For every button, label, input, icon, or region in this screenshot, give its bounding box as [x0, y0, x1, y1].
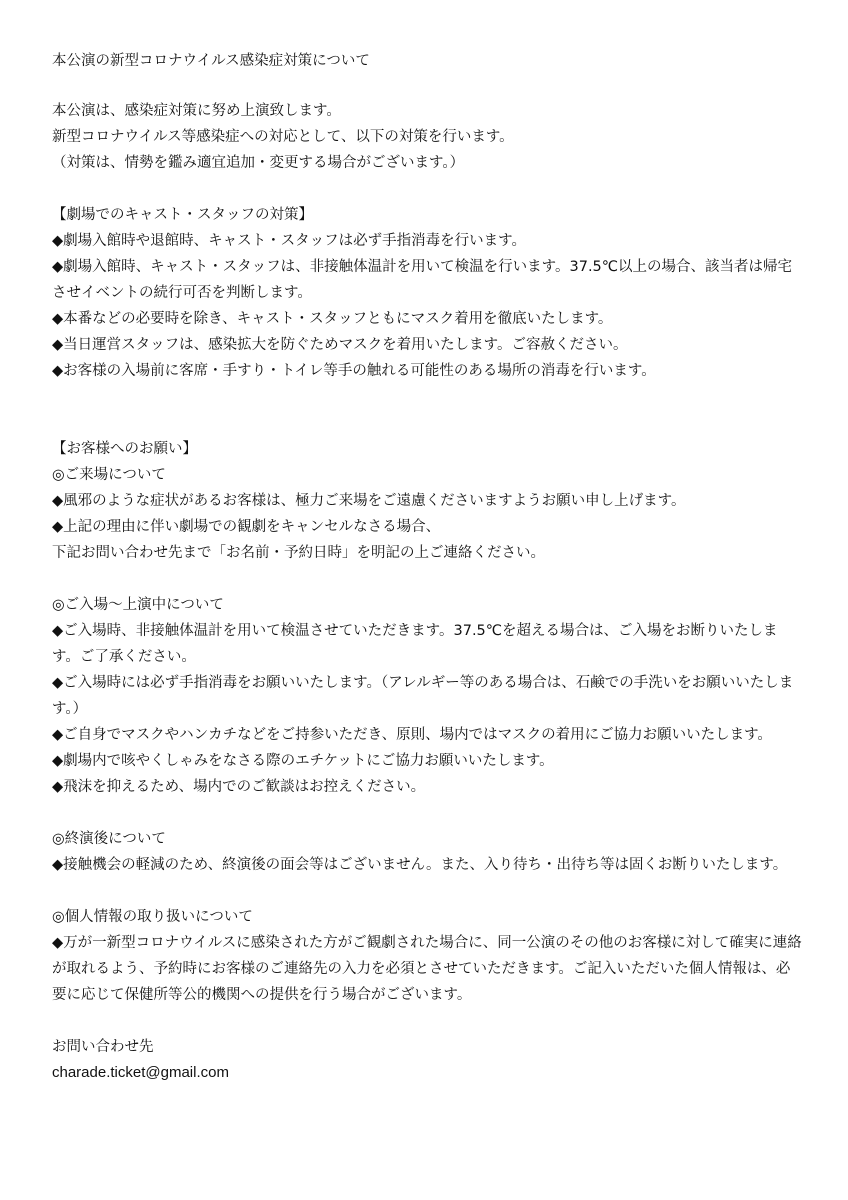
- measure-item: ◆劇場入館時や退館時、キャスト・スタッフは必ず手指消毒を行います。: [52, 233, 526, 249]
- theater-measures-section: [52, 202, 802, 384]
- measure-item: ◆お客様の入場前に客席・手すり・トイレ等手の触れる可能性のある場所の消毒を行います。: [52, 363, 656, 379]
- request-item: ◆ご自身でマスクやハンカチなどをご持参いただき、原則、場内ではマスクの着用にご協力お願いいたします。: [52, 727, 772, 743]
- intro-line: （対策は、情勢を鑑み適宜追加・変更する場合がございます。）: [52, 155, 465, 171]
- subsection-heading: ◎ご入場～上演中について: [52, 597, 224, 613]
- measure-item: ◆劇場入館時、キャスト・スタッフは、非接触体温計を用いて検温を行います。37.5℃以上の場合、該当者は帰宅させイベントの続行可否を判断します。: [52, 259, 793, 301]
- section-heading: 【劇場でのキャスト・スタッフの対策】: [52, 207, 313, 223]
- subsection-heading: ◎個人情報の取り扱いについて: [52, 909, 253, 925]
- request-item: ◆ご入場時には必ず手指消毒をお願いいたします。（アレルギー等のある場合は、石鹸での手洗いをお願いいたします。）: [52, 675, 794, 717]
- entry-subsection: [52, 592, 802, 800]
- intro-block: [52, 98, 802, 176]
- after-show-subsection: [52, 826, 802, 878]
- privacy-subsection: [52, 904, 802, 1008]
- request-item: ◆上記の理由に伴い劇場での観劇をキャンセルなさる場合、: [52, 519, 441, 535]
- page-title: 本公演の新型コロナウイルス感染症対策について: [52, 53, 370, 69]
- visit-subsection: [52, 462, 802, 566]
- contact-email[interactable]: charade.ticket@gmail.com: [52, 1064, 229, 1081]
- notice-document: [52, 48, 802, 1086]
- measure-item: ◆本番などの必要時を除き、キャスト・スタッフともにマスク着用を徹底いたします。: [52, 311, 613, 327]
- subsection-heading: ◎ご来場について: [52, 467, 166, 483]
- customer-requests-section: [52, 436, 802, 1008]
- section-heading: 【お客様へのお願い】: [52, 441, 197, 457]
- contact-label: お問い合わせ先: [52, 1039, 154, 1055]
- request-item: ◆ご入場時、非接触体温計を用いて検温させていただきます。37.5℃を超える場合は、ご入場をお断りいたします。ご了承ください。: [52, 623, 778, 665]
- request-item: ◆風邪のような症状があるお客様は、極力ご来場をご遠慮くださいますようお願い申し上げます。: [52, 493, 686, 509]
- request-item: ◆劇場内で咳やくしゃみをなさる際のエチケットにご協力お願いいたします。: [52, 753, 554, 769]
- request-item: ◆万が一新型コロナウイルスに感染された方がご観劇された場合に、同一公演のその他のお客様に対して確実に連絡が取れるよう、予約時にお客様のご連絡先の入力を必須とさせていただきます。ご記入いただいた個人情報は、必要に応じて保健所等公的機関への提供を行う場合がございます。: [52, 935, 802, 1003]
- request-item: 下記お問い合わせ先まで「お名前・予約日時」を明記の上ご連絡ください。: [52, 545, 545, 561]
- contact-block: [52, 1034, 802, 1086]
- subsection-heading: ◎終演後について: [52, 831, 166, 847]
- intro-line: 本公演は、感染症対策に努め上演致します。: [52, 103, 341, 119]
- request-item: ◆飛沫を抑えるため、場内でのご歓談はお控えください。: [52, 779, 426, 795]
- intro-line: 新型コロナウイルス等感染症への対応として、以下の対策を行います。: [52, 129, 514, 145]
- request-item: ◆接触機会の軽減のため、終演後の面会等はございません。また、入り待ち・出待ち等は固くお断りいたします。: [52, 857, 788, 873]
- measure-item: ◆当日運営スタッフは、感染拡大を防ぐためマスクを着用いたします。ご容赦ください。: [52, 337, 628, 353]
